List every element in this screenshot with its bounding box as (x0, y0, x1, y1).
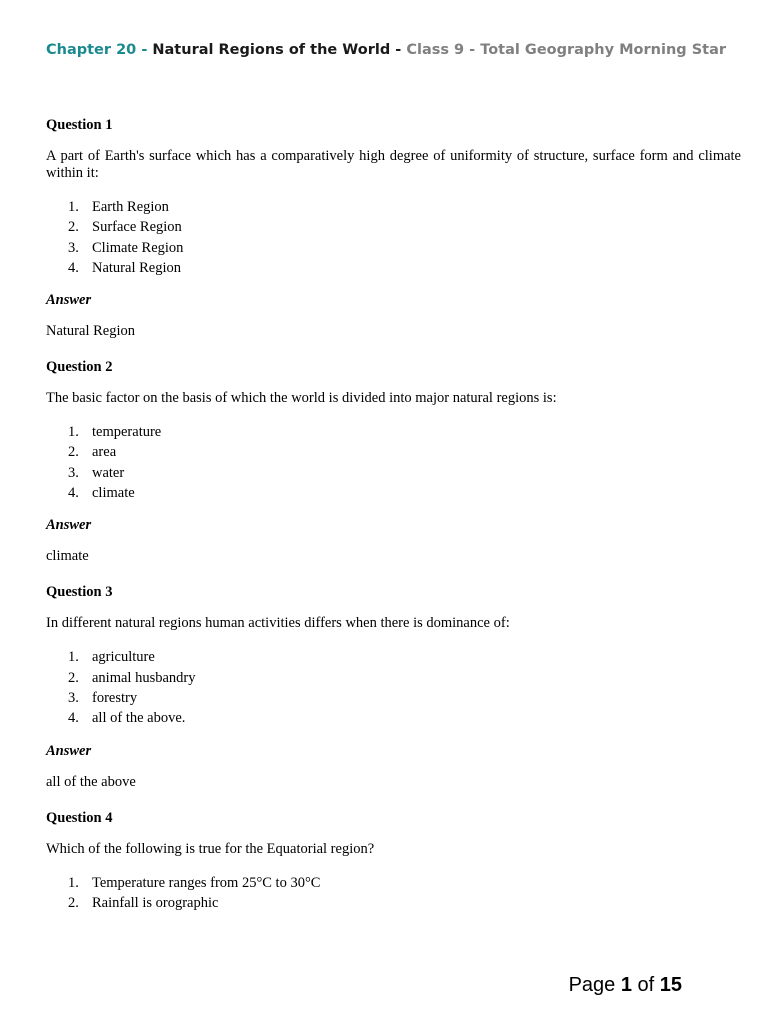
question-text: Which of the following is true for the Equatorial region? (46, 840, 375, 857)
question-heading: Question 4 (46, 809, 113, 826)
option-item (46, 258, 741, 278)
option-label: temperature (92, 424, 162, 441)
option-item (46, 893, 741, 913)
page-prefix: Page (568, 974, 621, 996)
option-number: 1. (68, 874, 79, 891)
answer-text: climate (46, 548, 89, 565)
option-label: Surface Region (92, 219, 182, 236)
option-list (46, 197, 741, 278)
header-subtitle: Class 9 - Total Geography Morning Star (406, 42, 727, 58)
option-item (46, 238, 741, 258)
option-item (46, 647, 741, 667)
option-label: area (92, 444, 117, 461)
option-item (46, 463, 741, 483)
option-label: forestry (92, 689, 138, 706)
question-block-4 (46, 810, 741, 914)
option-number: 1. (68, 649, 79, 666)
option-label: Earth Region (92, 199, 169, 215)
option-number: 2. (68, 444, 79, 461)
option-number: 1. (68, 424, 79, 441)
option-label: Natural Region (92, 259, 181, 276)
question-heading: Question 1 (46, 117, 113, 133)
header-chapter: Chapter 20 - (46, 42, 153, 58)
answer-label: Answer (46, 292, 92, 309)
document-body (46, 117, 741, 927)
option-label: animal husbandry (92, 669, 196, 686)
option-list (46, 422, 741, 503)
option-item (46, 197, 741, 217)
answer-label: Answer (46, 517, 92, 534)
option-number: 4. (68, 485, 79, 502)
option-item (46, 708, 741, 728)
question-block-3 (46, 584, 741, 790)
answer-label: Answer (46, 742, 92, 759)
answer-text: all of the above (46, 773, 136, 790)
option-label: Temperature ranges from 25°C to 30°C (92, 874, 321, 891)
option-number: 3. (68, 689, 79, 706)
option-number: 1. (68, 199, 79, 215)
option-number: 4. (68, 259, 79, 276)
question-text: A part of Earth's surface which has a comparatively high degree of uniformity of structure, surface form and climate within it: (46, 148, 741, 181)
option-number: 2. (68, 669, 79, 686)
answer-text: Natural Region (46, 323, 135, 340)
option-number: 2. (68, 894, 79, 911)
option-label: Climate Region (92, 239, 184, 256)
page-middle: of (631, 974, 660, 996)
question-block-2 (46, 359, 741, 565)
option-number: 3. (68, 464, 79, 481)
option-number: 3. (68, 239, 79, 256)
option-item (46, 688, 741, 708)
option-label: climate (92, 485, 135, 502)
option-number: 2. (68, 219, 79, 236)
option-list (46, 873, 741, 914)
page-current: 1 (620, 974, 632, 996)
page-total: 15 (659, 974, 682, 996)
question-heading: Question 3 (46, 584, 113, 601)
question-block-1 (46, 117, 741, 340)
page-header (46, 42, 726, 58)
page-number (569, 974, 682, 997)
option-item (46, 873, 741, 893)
option-label: all of the above. (92, 710, 186, 727)
header-title: Natural Regions of the World - (152, 42, 407, 58)
question-text: In different natural regions human activities differs when there is dominance of: (46, 615, 510, 632)
option-item (46, 422, 741, 442)
option-item (46, 442, 741, 462)
option-label: agriculture (92, 649, 155, 666)
option-item (46, 668, 741, 688)
option-item (46, 217, 741, 237)
question-text: The basic factor on the basis of which the world is divided into major natural regions is: (46, 390, 557, 407)
option-number: 4. (68, 710, 79, 727)
option-label: Rainfall is orographic (92, 894, 219, 911)
option-item (46, 483, 741, 503)
option-label: water (92, 464, 125, 481)
option-list (46, 647, 741, 728)
question-heading: Question 2 (46, 359, 113, 376)
